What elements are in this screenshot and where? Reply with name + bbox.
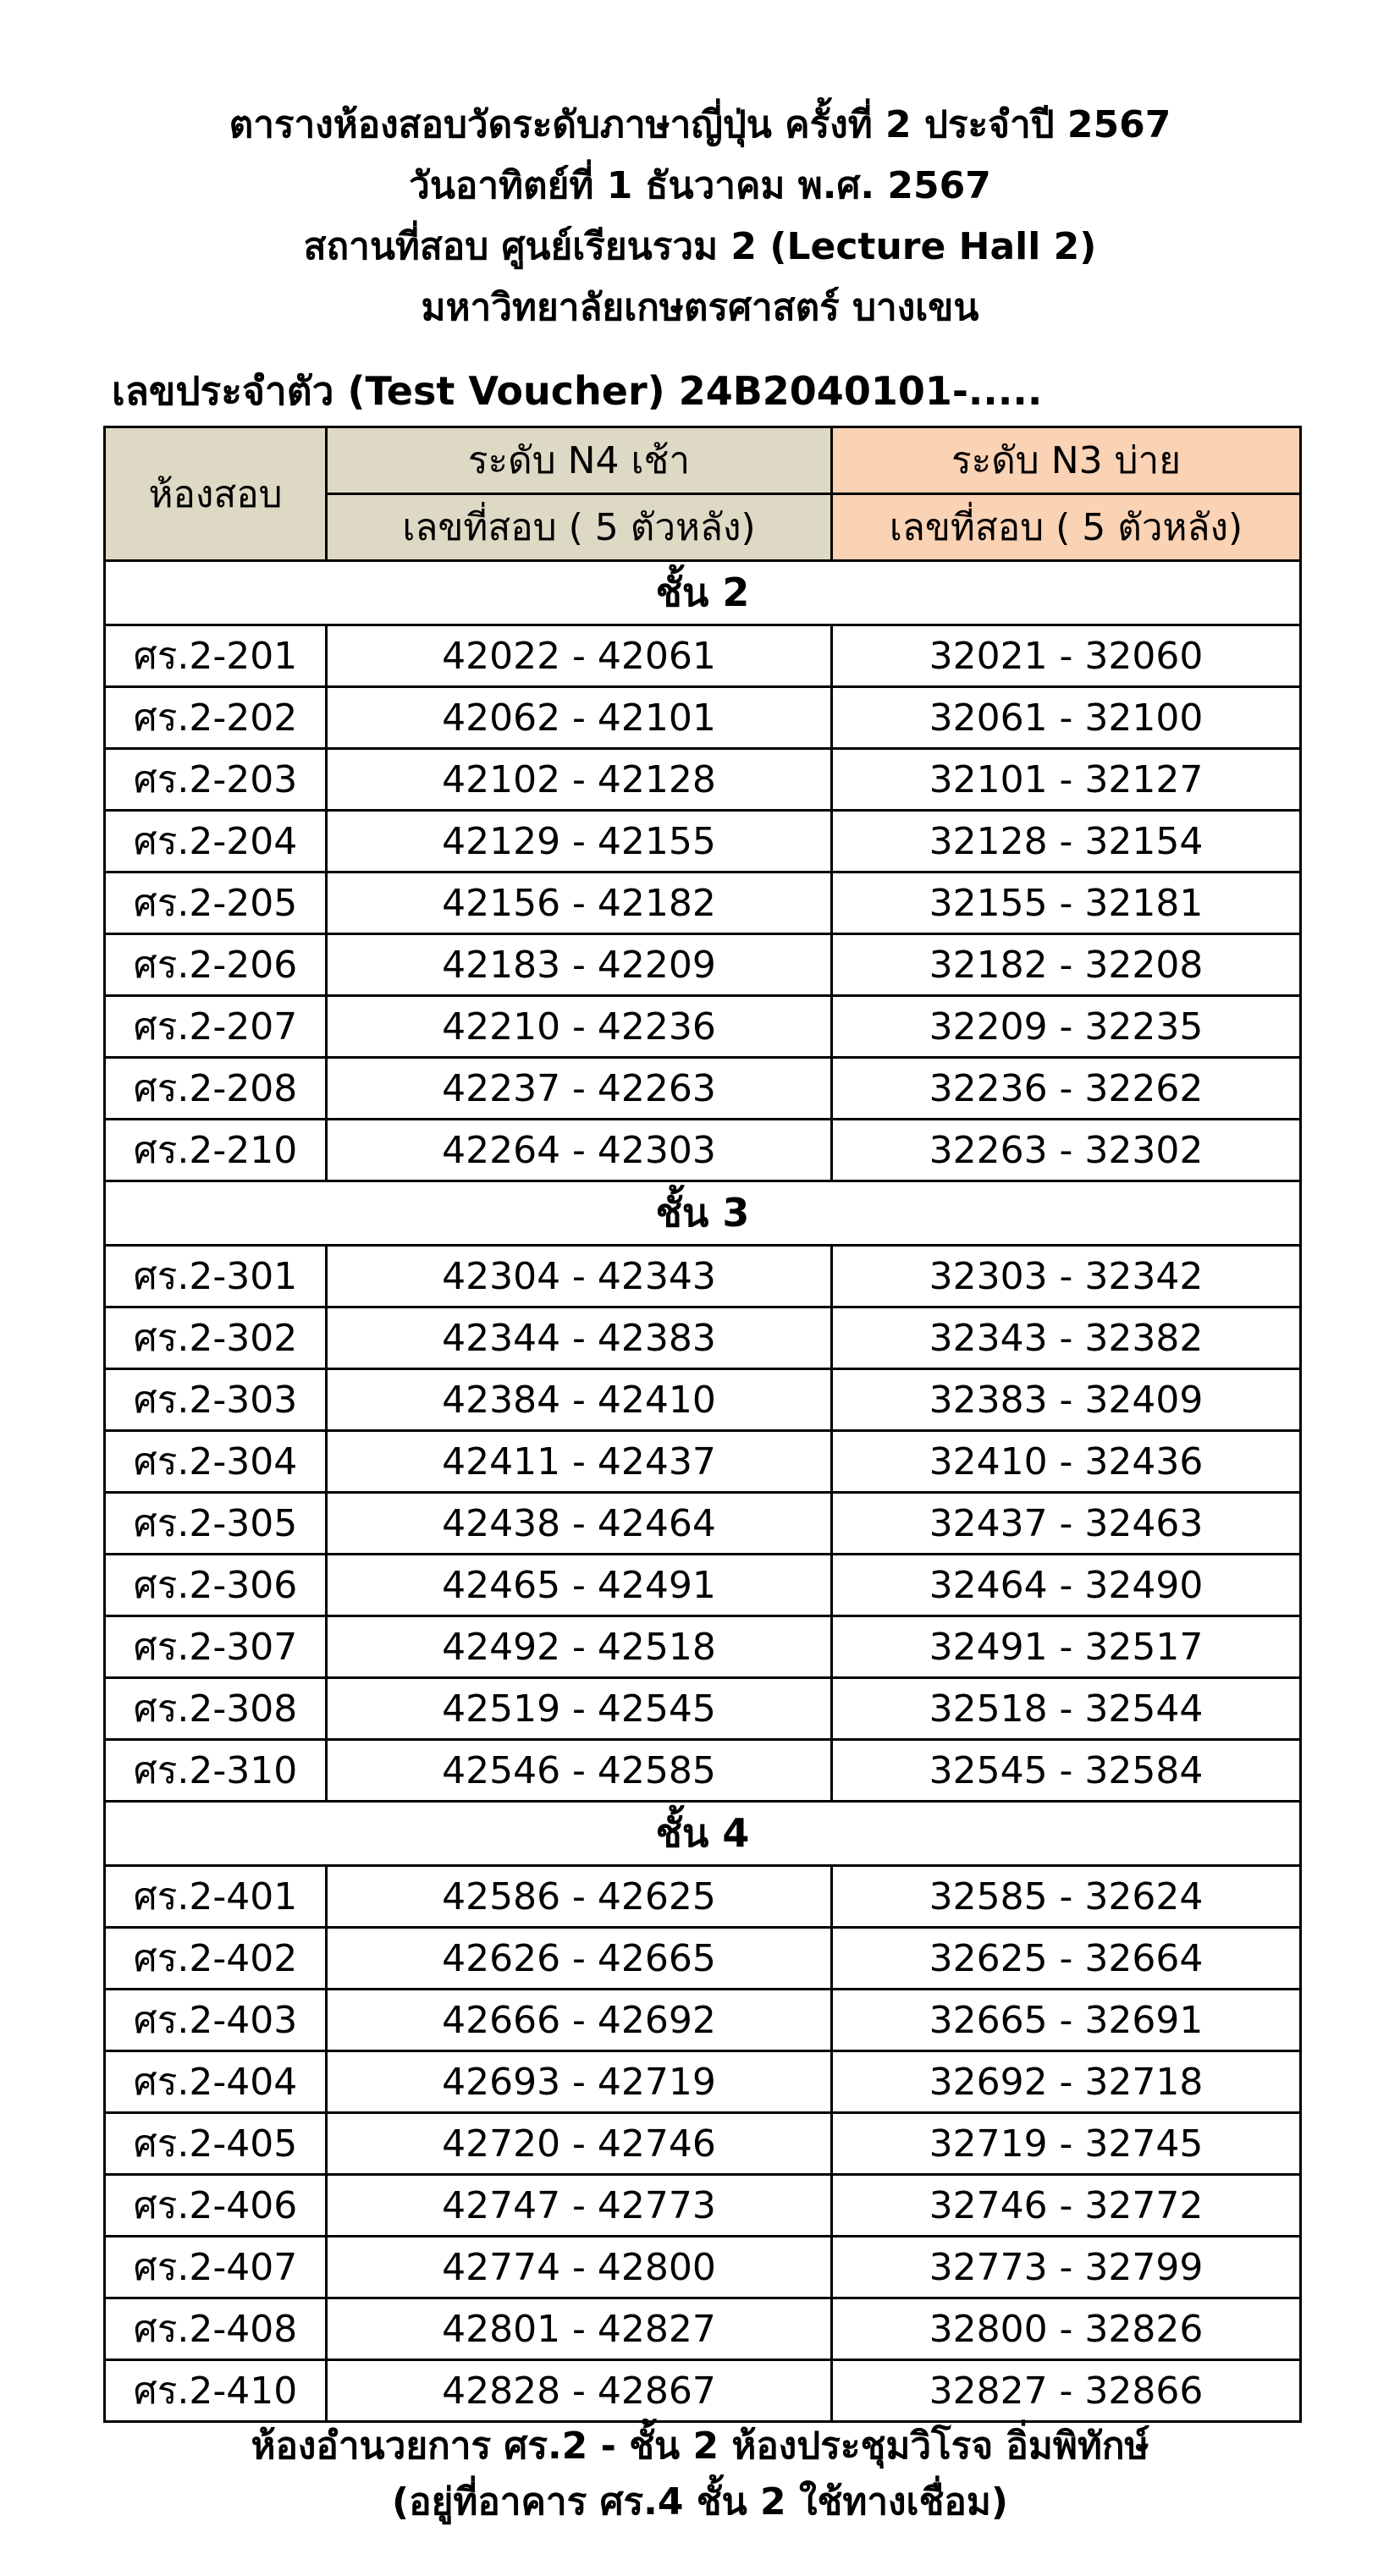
n3-level-header: ระดับ N3 บ่าย [832, 427, 1301, 494]
n4-range-cell: 42747 - 42773 [327, 2175, 832, 2237]
table-row [105, 1616, 1301, 1678]
n4-range-cell: 42384 - 42410 [327, 1369, 832, 1431]
room-cell: ศร.2-402 [105, 1928, 327, 1990]
n3-range-cell: 32061 - 32100 [832, 687, 1301, 749]
room-cell: ศร.2-308 [105, 1678, 327, 1740]
n3-range-cell: 32773 - 32799 [832, 2237, 1301, 2298]
n4-range-cell: 42156 - 42182 [327, 872, 832, 934]
room-column-header: ห้องสอบ [105, 427, 327, 561]
room-cell: ศร.2-404 [105, 2051, 327, 2113]
n4-range-cell: 42774 - 42800 [327, 2237, 832, 2298]
table-row [105, 2237, 1301, 2298]
table-row [105, 1058, 1301, 1120]
table-row [105, 2298, 1301, 2360]
table-row [105, 749, 1301, 811]
room-cell: ศร.2-305 [105, 1493, 327, 1555]
table-row [105, 2360, 1301, 2422]
table-row [105, 1555, 1301, 1616]
n3-seat-number-subheader: เลขที่สอบ ( 5 ตัวหลัง) [832, 494, 1301, 561]
room-cell: ศร.2-403 [105, 1990, 327, 2051]
n3-range-cell: 32464 - 32490 [832, 1555, 1301, 1616]
n3-range-cell: 32410 - 32436 [832, 1431, 1301, 1493]
table-row [105, 1928, 1301, 1990]
n4-range-cell: 42519 - 42545 [327, 1678, 832, 1740]
table-row [105, 1369, 1301, 1431]
room-cell: ศร.2-303 [105, 1369, 327, 1431]
test-voucher-label: เลขประจำตัว (Test Voucher) 24B2040101-..... [112, 368, 1043, 414]
n4-range-cell: 42666 - 42692 [327, 1990, 832, 2051]
table-row [105, 1866, 1301, 1928]
table-body [105, 561, 1301, 2422]
room-cell: ศร.2-304 [105, 1431, 327, 1493]
n3-range-cell: 32209 - 32235 [832, 996, 1301, 1058]
table-row [105, 1246, 1301, 1307]
n3-range-cell: 32665 - 32691 [832, 1990, 1301, 2051]
control-room-location-note: (อยู่ที่อาคาร ศร.4 ชั้น 2 ใช้ทางเชื่อม) [392, 2480, 1008, 2524]
document-title: ตารางห้องสอบวัดระดับภาษาญี่ปุ่น ครั้งที่ 2 ประจำปี 2567 [229, 103, 1171, 146]
room-cell: ศร.2-307 [105, 1616, 327, 1678]
floor-label: ชั้น 4 [105, 1802, 1301, 1866]
n4-range-cell: 42102 - 42128 [327, 749, 832, 811]
n4-range-cell: 42546 - 42585 [327, 1740, 832, 1802]
n3-range-cell: 32437 - 32463 [832, 1493, 1301, 1555]
university-name: มหาวิทยาลัยเกษตรศาสตร์ บางเขน [421, 286, 979, 329]
floor-row [105, 1181, 1301, 1246]
room-cell: ศร.2-408 [105, 2298, 327, 2360]
table-row [105, 811, 1301, 872]
table-row [105, 1431, 1301, 1493]
n4-range-cell: 42237 - 42263 [327, 1058, 832, 1120]
n4-range-cell: 42828 - 42867 [327, 2360, 832, 2422]
room-cell: ศร.2-205 [105, 872, 327, 934]
n4-range-cell: 42411 - 42437 [327, 1431, 832, 1493]
n4-range-cell: 42720 - 42746 [327, 2113, 832, 2175]
room-cell: ศร.2-306 [105, 1555, 327, 1616]
room-cell: ศร.2-310 [105, 1740, 327, 1802]
n3-range-cell: 32343 - 32382 [832, 1307, 1301, 1369]
n3-range-cell: 32303 - 32342 [832, 1246, 1301, 1307]
n4-range-cell: 42586 - 42625 [327, 1866, 832, 1928]
n4-range-cell: 42062 - 42101 [327, 687, 832, 749]
n3-range-cell: 32692 - 32718 [832, 2051, 1301, 2113]
room-cell: ศร.2-206 [105, 934, 327, 996]
n4-range-cell: 42344 - 42383 [327, 1307, 832, 1369]
floor-row [105, 561, 1301, 625]
n3-range-cell: 32021 - 32060 [832, 625, 1301, 687]
table-row [105, 2051, 1301, 2113]
n4-level-header: ระดับ N4 เช้า [327, 427, 832, 494]
room-cell: ศร.2-204 [105, 811, 327, 872]
n4-range-cell: 42129 - 42155 [327, 811, 832, 872]
n4-seat-number-subheader: เลขที่สอบ ( 5 ตัวหลัง) [327, 494, 832, 561]
n3-range-cell: 32800 - 32826 [832, 2298, 1301, 2360]
n3-range-cell: 32518 - 32544 [832, 1678, 1301, 1740]
floor-row [105, 1802, 1301, 1866]
exam-date: วันอาทิตย์ที่ 1 ธันวาคม พ.ศ. 2567 [409, 164, 991, 207]
floor-label: ชั้น 2 [105, 561, 1301, 625]
table-row [105, 872, 1301, 934]
exam-venue: สถานที่สอบ ศูนย์เรียนรวม 2 (Lecture Hall 2) [303, 225, 1097, 268]
room-cell: ศร.2-201 [105, 625, 327, 687]
room-cell: ศร.2-406 [105, 2175, 327, 2237]
room-cell: ศร.2-410 [105, 2360, 327, 2422]
room-cell: ศร.2-210 [105, 1120, 327, 1181]
table-row [105, 625, 1301, 687]
n3-range-cell: 32585 - 32624 [832, 1866, 1301, 1928]
room-cell: ศร.2-407 [105, 2237, 327, 2298]
n3-range-cell: 32827 - 32866 [832, 2360, 1301, 2422]
n3-range-cell: 32383 - 32409 [832, 1369, 1301, 1431]
table-row [105, 1678, 1301, 1740]
room-cell: ศร.2-401 [105, 1866, 327, 1928]
n3-range-cell: 32719 - 32745 [832, 2113, 1301, 2175]
table-row [105, 1990, 1301, 2051]
exam-room-table [103, 426, 1302, 2423]
n3-range-cell: 32182 - 32208 [832, 934, 1301, 996]
n4-range-cell: 42210 - 42236 [327, 996, 832, 1058]
table-row [105, 1493, 1301, 1555]
room-cell: ศร.2-202 [105, 687, 327, 749]
room-cell: ศร.2-203 [105, 749, 327, 811]
n3-range-cell: 32101 - 32127 [832, 749, 1301, 811]
n3-range-cell: 32263 - 32302 [832, 1120, 1301, 1181]
room-cell: ศร.2-208 [105, 1058, 327, 1120]
n3-range-cell: 32236 - 32262 [832, 1058, 1301, 1120]
table-row [105, 996, 1301, 1058]
n4-range-cell: 42465 - 42491 [327, 1555, 832, 1616]
table-row [105, 687, 1301, 749]
n4-range-cell: 42693 - 42719 [327, 2051, 832, 2113]
n3-range-cell: 32545 - 32584 [832, 1740, 1301, 1802]
table-row [105, 2175, 1301, 2237]
n4-range-cell: 42264 - 42303 [327, 1120, 832, 1181]
room-cell: ศร.2-302 [105, 1307, 327, 1369]
n4-range-cell: 42626 - 42665 [327, 1928, 832, 1990]
n3-range-cell: 32155 - 32181 [832, 872, 1301, 934]
n3-range-cell: 32625 - 32664 [832, 1928, 1301, 1990]
n3-range-cell: 32746 - 32772 [832, 2175, 1301, 2237]
table-row [105, 1740, 1301, 1802]
n4-range-cell: 42183 - 42209 [327, 934, 832, 996]
n3-range-cell: 32128 - 32154 [832, 811, 1301, 872]
room-cell: ศร.2-405 [105, 2113, 327, 2175]
document-header [0, 95, 1400, 339]
room-cell: ศร.2-301 [105, 1246, 327, 1307]
document-footer [0, 2419, 1400, 2530]
control-room-note: ห้องอำนวยการ ศร.2 - ชั้น 2 ห้องประชุมวิโรจ อิ่มพิทักษ์ [251, 2425, 1149, 2468]
n4-range-cell: 42492 - 42518 [327, 1616, 832, 1678]
table-row [105, 1120, 1301, 1181]
n4-range-cell: 42801 - 42827 [327, 2298, 832, 2360]
n3-range-cell: 32491 - 32517 [832, 1616, 1301, 1678]
n4-range-cell: 42022 - 42061 [327, 625, 832, 687]
n4-range-cell: 42304 - 42343 [327, 1246, 832, 1307]
table-row [105, 934, 1301, 996]
room-cell: ศร.2-207 [105, 996, 327, 1058]
n4-range-cell: 42438 - 42464 [327, 1493, 832, 1555]
table-row [105, 1307, 1301, 1369]
table-row [105, 2113, 1301, 2175]
floor-label: ชั้น 3 [105, 1181, 1301, 1246]
